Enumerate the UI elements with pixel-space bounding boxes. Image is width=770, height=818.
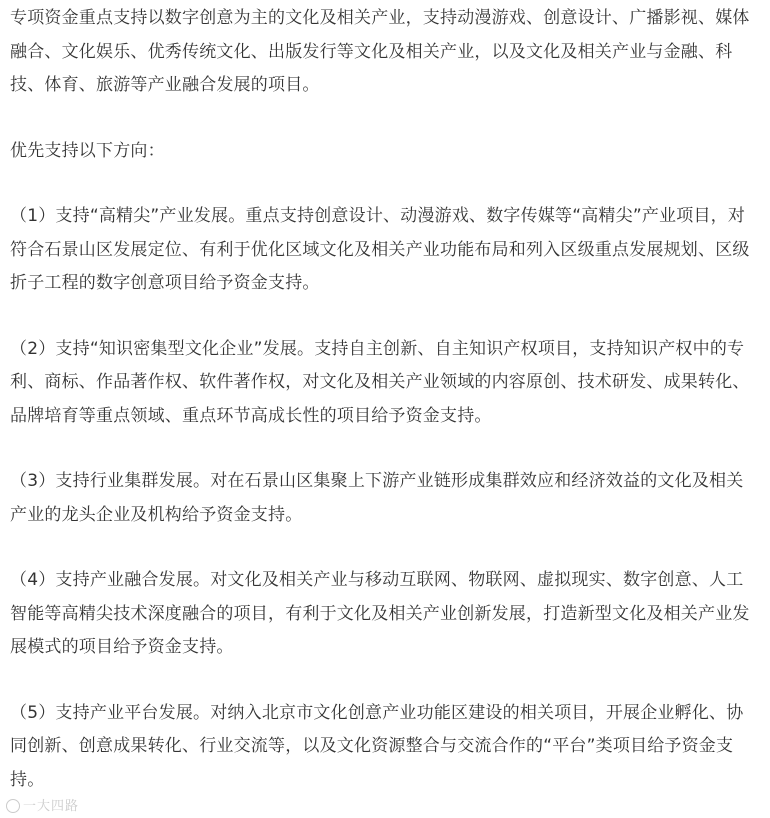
watermark (6, 795, 79, 814)
watermark-logo-icon (6, 799, 20, 813)
list-item-5: （5）支持产业平台发展。对纳入北京市文化创意产业功能区建设的相关项目，开展企业孵化、协同创新、创意成果转化、行业交流等，以及文化资源整合与交流合作的“平台”类项目给予资金支持。 (10, 702, 744, 790)
list-item-4: （4）支持产业融合发展。对文化及相关产业与移动互联网、物联网、虚拟现实、数字创意、人工智能等高精尖技术深度融合的项目，有利于文化及相关产业创新发展，打造新型文化及相关产业发展模式的项目给予资金支持。 (10, 570, 750, 657)
priority-heading: 优先支持以下方向： (10, 140, 165, 161)
list-item-2: （2）支持“知识密集型文化企业”发展。支持自主创新、自主知识产权项目，支持知识产权中的专利、商标、作品著作权、软件著作权，对文化及相关产业领域的内容原创、技术研发、成果转化、品牌培育等重点领域、重点环节高成长性的项目给予资金支持。 (10, 338, 750, 426)
watermark-text: 一大四路 (23, 799, 80, 814)
article-body (10, 2, 760, 797)
list-item-3: （3）支持行业集群发展。对在石景山区集聚上下游产业链形成集群效应和经济效益的文化及相关产业的龙头企业及机构给予资金支持。 (10, 471, 744, 525)
list-item-1: （1）支持“高精尖”产业发展。重点支持创意设计、动漫游戏、数字传媒等“高精尖”产业项目，对符合石景山区发展定位、有利于优化区域文化及相关产业功能布局和列入区级重点发展规划、区级折子工程的数字创意项目给予资金支持。 (10, 206, 750, 293)
intro-paragraph: 专项资金重点支持以数字创意为主的文化及相关产业，支持动漫游戏、创意设计、广播影视、媒体融合、文化娱乐、优秀传统文化、出版发行等文化及相关产业，以及文化及相关产业与金融、科技、体育、旅游等产业融合发展的项目。 (10, 8, 750, 95)
